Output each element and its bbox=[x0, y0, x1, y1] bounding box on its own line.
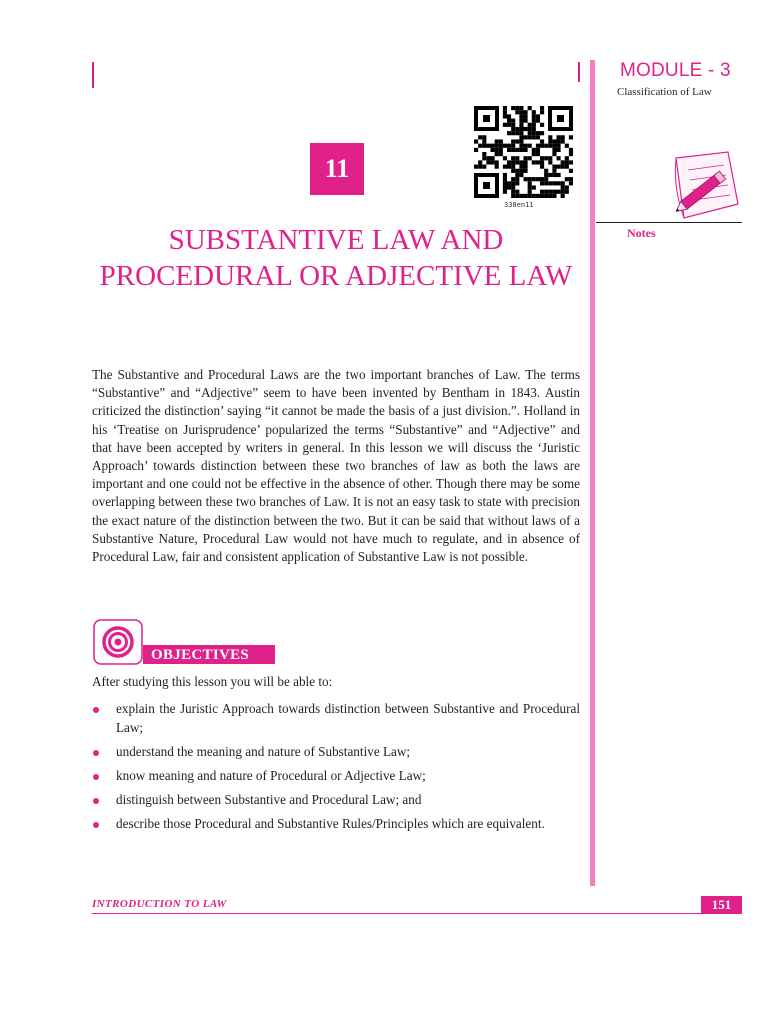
module-subtitle: Classification of Law bbox=[617, 86, 712, 98]
notes-label: Notes bbox=[627, 226, 656, 240]
list-item: describe those Procedural and Substantive Rules/Principles which are equivalent. bbox=[92, 815, 580, 834]
module-label: MODULE - 3 bbox=[620, 60, 731, 81]
page-title: SUBSTANTIVE LAW AND PROCEDURAL OR ADJECTIVE LAW bbox=[99, 224, 573, 292]
footer-rule bbox=[92, 913, 742, 914]
qr-caption: 338en11 bbox=[504, 201, 534, 209]
list-item: distinguish between Substantive and Procedural Law; and bbox=[92, 791, 580, 810]
qr-code-icon[interactable] bbox=[474, 106, 573, 198]
intro-paragraph: The Substantive and Procedural Laws are the two important branches of Law. The terms “Substantive” and “Adjective” seem to have been invented by Bentham in 1843. Austin criticized the distinction’ saying “it cannot be made the basis of a just division.”. Holland in his ‘Treatise on Jurisprudence’ popularized the terms “Substantive” and “Adjective” and that have been accepted by writers in general. In this lesson we will discuss the ‘Juristic Approach’ towards distinction between these two branches of law as both the laws are important and one could not be effective in the absence of other. Though there may be some overlapping between these two branches of Law. It is not an easy task to state with precision the exact nature of the distinction between the two. But it can be said that without laws of a Substantive Nature, Procedural Law would not have much to regulate, and in absence of Procedural Law, fair and consistent application of Substantive Law is not possible. bbox=[92, 367, 580, 565]
list-item: understand the meaning and nature of Substantive Law; bbox=[92, 743, 580, 762]
notes-rule bbox=[596, 222, 742, 223]
margin-mark-left bbox=[92, 62, 94, 88]
target-icon bbox=[93, 619, 143, 665]
margin-mark-right bbox=[578, 62, 580, 82]
chapter-number: 11 bbox=[310, 143, 364, 195]
sidebar-divider bbox=[590, 60, 595, 886]
list-item: explain the Juristic Approach towards distinction between Substantive and Procedural Law; bbox=[92, 700, 580, 737]
notes-pencil-icon bbox=[662, 148, 744, 226]
footer-title: INTRODUCTION TO LAW bbox=[92, 898, 227, 910]
page-number: 151 bbox=[701, 896, 742, 914]
objectives-lead: After studying this lesson you will be able to: bbox=[92, 674, 333, 689]
list-item: know meaning and nature of Procedural or Adjective Law; bbox=[92, 767, 580, 786]
objectives-heading: OBJECTIVES bbox=[143, 645, 275, 664]
objectives-list bbox=[92, 700, 580, 839]
